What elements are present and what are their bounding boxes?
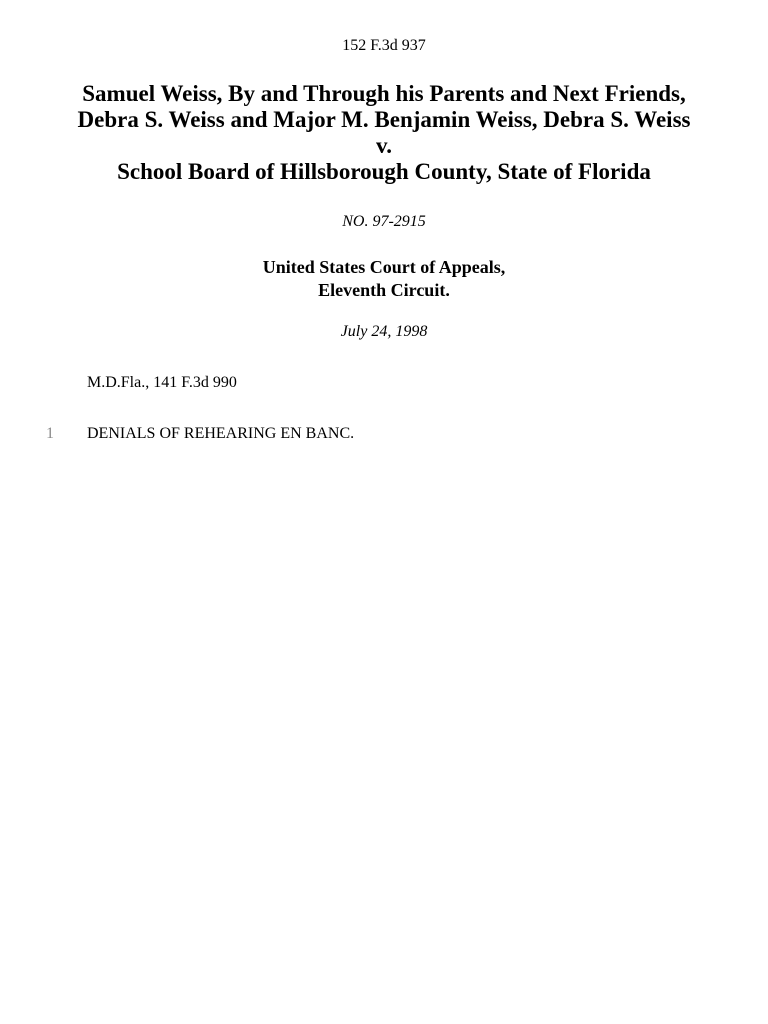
paragraph-text: DENIALS OF REHEARING EN BANC. [87, 425, 355, 442]
case-title-line: Debra S. Weiss and Major M. Benjamin Weiss, Debra S. Weiss [77, 107, 691, 132]
paragraph-number: 1 [46, 425, 54, 442]
case-title-line: Samuel Weiss, By and Through his Parents and Next Friends, [82, 81, 686, 106]
case-title-versus: v. [376, 133, 392, 158]
court-name-line: United States Court of Appeals, [262, 257, 506, 277]
lower-court-citation: M.D.Fla., 141 F.3d 990 [87, 374, 237, 391]
decision-date: July 24, 1998 [340, 323, 428, 340]
case-title-line: School Board of Hillsborough County, State of Florida [117, 159, 651, 184]
court-name [0, 256, 768, 302]
docket-number: NO. 97-2915 [342, 213, 426, 230]
reporter-citation: 152 F.3d 937 [342, 37, 426, 54]
case-title [20, 81, 748, 185]
court-name-line: Eleventh Circuit. [318, 280, 450, 300]
